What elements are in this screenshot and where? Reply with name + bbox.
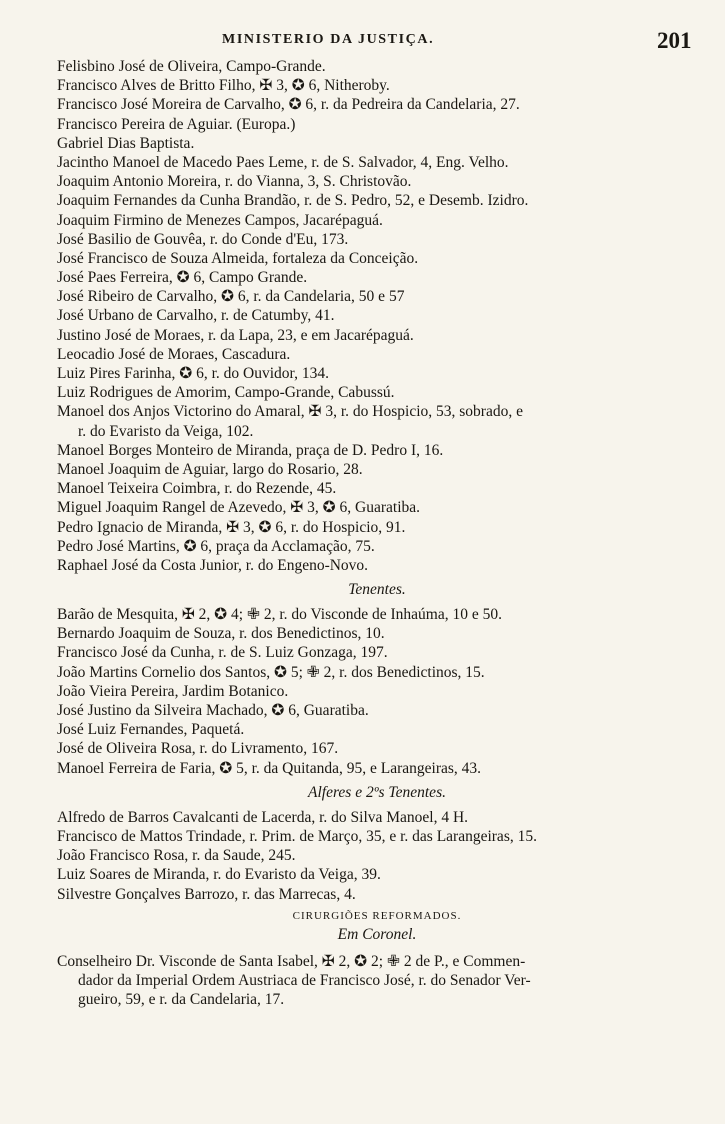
entry-line: Miguel Joaquim Rangel de Azevedo, ✠ 3, ✪ 6, Guaratiba. (57, 499, 421, 517)
section-alferes-entries (57, 808, 697, 904)
entry-line: Pedro Ignacio de Miranda, ✠ 3, ✪ 6, r. do Hospicio, 91. (57, 518, 406, 536)
entry-line: José de Oliveira Rosa, r. do Livramento, 167. (57, 740, 339, 758)
section-coronel-entries (57, 952, 697, 1010)
entry-line: Leocadio José de Moraes, Cascadura. (57, 345, 291, 363)
section-heading-tenentes: Tenentes. (348, 581, 406, 599)
entry-line: Alfredo de Barros Cavalcanti de Lacerda, r. do Silva Manoel, 4 H. (57, 808, 469, 826)
entry-line: Barão de Mesquita, ✠ 2, ✪ 4; ✙ 2, r. do Visconde de Inhaúma, 10 e 50. (57, 606, 502, 624)
entry-line: Francisco José da Cunha, r. de S. Luiz Gonzaga, 197. (57, 644, 388, 662)
entry-line: Gabriel Dias Baptista. (57, 134, 195, 152)
entry-line: Jacintho Manoel de Macedo Paes Leme, r. de S. Salvador, 4, Eng. Velho. (57, 153, 509, 171)
entry-line: Justino José de Moraes, r. da Lapa, 23, e em Jacarépaguá. (57, 326, 414, 344)
entry-line: Francisco de Mattos Trindade, r. Prim. de Março, 35, e r. das Larangeiras, 15. (57, 827, 537, 845)
entry-line: Felisbino José de Oliveira, Campo-Grande. (57, 58, 326, 75)
entry-line: Francisco Pereira de Aguiar. (Europa.) (57, 115, 296, 133)
entry-line: José Justino da Silveira Machado, ✪ 6, Guaratiba. (57, 702, 369, 719)
section-heading-alferes: Alferes e 2ºs Tenentes. (308, 783, 446, 801)
entry-line: João Francisco Rosa, r. da Saude, 245. (57, 847, 296, 865)
entry-line: Joaquim Fernandes da Cunha Brandão, r. de S. Pedro, 52, e Desemb. Izidro. (57, 192, 529, 210)
entry-line: Francisco José Moreira de Carvalho, ✪ 6, r. da Pedreira da Candelaria, 27. (57, 96, 520, 114)
running-header (0, 28, 725, 58)
entry-line: Luiz Soares de Miranda, r. do Evaristo da Veiga, 39. (57, 866, 381, 884)
entry-line: José Francisco de Souza Almeida, fortaleza da Conceição. (57, 249, 419, 267)
entry-line: Joaquim Antonio Moreira, r. do Vianna, 3, S. Christovão. (57, 173, 412, 191)
entry-line: José Luiz Fernandes, Paquetá. (57, 721, 245, 739)
entry-line-continuation: dador da Imperial Ordem Austriaca de Francisco José, r. do Senador Ver- (78, 971, 531, 989)
entry-line: José Basilio de Gouvêa, r. do Conde d'Eu, 173. (57, 230, 349, 248)
entry-line: José Paes Ferreira, ✪ 6, Campo Grande. (57, 269, 308, 287)
entry-line-continuation: gueiro, 59, e r. da Candelaria, 17. (78, 991, 285, 1009)
entry-line: Francisco Alves de Britto Filho, ✠ 3, ✪ 6, Nitheroby. (57, 77, 390, 95)
entry-line: Manoel Joaquim de Aguiar, largo do Rosario, 28. (57, 460, 363, 478)
entry-line: Raphael José da Costa Junior, r. do Engeno-Novo. (57, 556, 369, 574)
entry-line: Silvestre Gonçalves Barrozo, r. das Marrecas, 4. (57, 885, 356, 903)
entry-line: Joaquim Firmino de Menezes Campos, Jacarépaguá. (57, 211, 383, 229)
entry-line: Manoel Teixeira Coimbra, r. do Rezende, 45. (57, 480, 337, 498)
entry-line: Bernardo Joaquim de Souza, r. dos Benedictinos, 10. (57, 625, 385, 643)
header-title: MINISTERIO DA JUSTIÇA. (222, 32, 435, 47)
section-heading-cirurgioes: CIRURGIÕES REFORMADOS. (292, 909, 462, 922)
entry-line: Conselheiro Dr. Visconde de Santa Isabel, ✠ 2, ✪ 2; ✙ 2 de P., e Commen- (57, 952, 526, 970)
entry-line: José Ribeiro de Carvalho, ✪ 6, r. da Candelaria, 50 e 57 (57, 288, 405, 306)
entry-line: José Urbano de Carvalho, r. de Catumby, 41. (57, 307, 335, 325)
section-unnamed-entries (57, 57, 697, 575)
section-heading-coronel: Em Coronel. (337, 925, 417, 943)
entries-body (57, 57, 697, 1009)
entry-line: Manoel Ferreira de Faria, ✪ 5, r. da Quitanda, 95, e Larangeiras, 43. (57, 759, 482, 777)
entry-line: João Martins Cornelio dos Santos, ✪ 5; ✙ 2, r. dos Benedictinos, 15. (57, 663, 485, 681)
entry-line: Manoel dos Anjos Victorino do Amaral, ✠ 3, r. do Hospicio, 53, sobrado, e (57, 403, 523, 421)
entry-line: João Vieira Pereira, Jardim Botanico. (57, 682, 289, 700)
entry-line-continuation: r. do Evaristo da Veiga, 102. (78, 422, 254, 440)
entry-line: Pedro José Martins, ✪ 6, praça da Acclamação, 75. (57, 537, 375, 555)
entry-line: Manoel Borges Monteiro de Miranda, praça de D. Pedro I, 16. (57, 441, 444, 459)
section-tenentes-entries (57, 605, 697, 778)
page-number: 201 (657, 28, 692, 53)
entry-line: Luiz Rodrigues de Amorim, Campo-Grande, Cabussú. (57, 384, 395, 402)
entry-line: Luiz Pires Farinha, ✪ 6, r. do Ouvidor, 134. (57, 365, 329, 382)
